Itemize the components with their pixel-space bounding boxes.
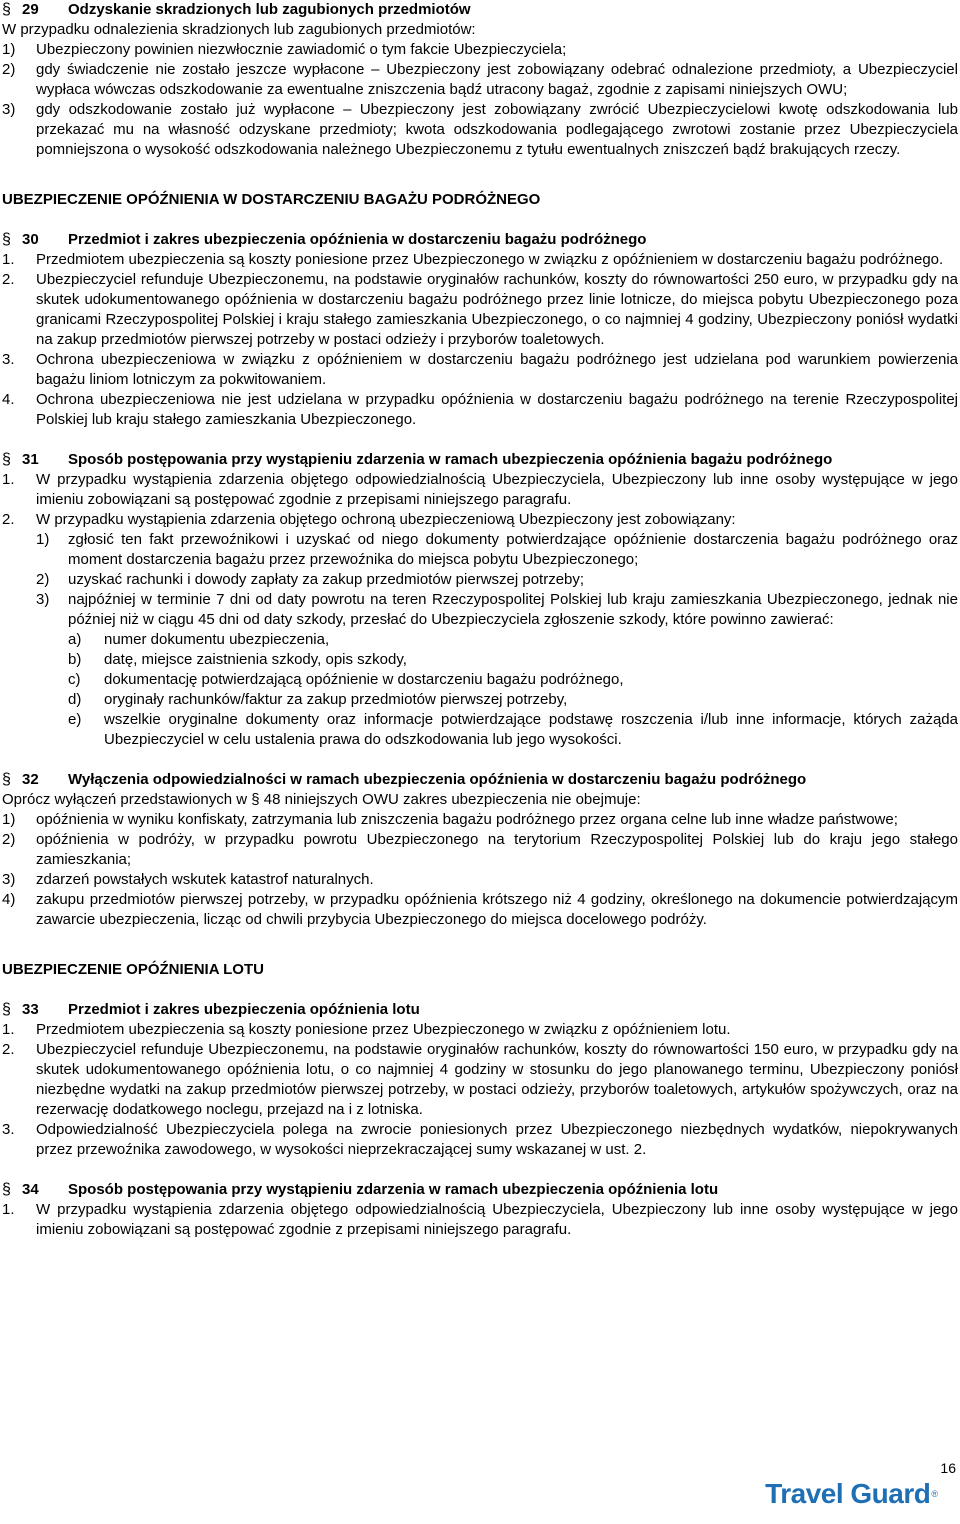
item-text: zgłosić ten fakt przewoźnikowi i uzyskać od niego dokumenty potwierdzające opóźnienie dostarczenia bagażu podróżnego oraz moment dostarczenia bagażu przez przewoźnika do miejsca pobytu Ubezpieczonego; bbox=[68, 531, 958, 568]
item-text: oryginały rachunków/faktur za zakup przedmiotów pierwszej potrzeby, bbox=[104, 691, 568, 708]
item-label: 1. bbox=[2, 1201, 15, 1218]
item-label: 3. bbox=[2, 351, 15, 368]
section-symbol: § bbox=[2, 1, 11, 18]
item-text: Przedmiotem ubezpieczenia są koszty poniesione przez Ubezpieczonego w związku z opóźnieniem lotu. bbox=[36, 1021, 731, 1038]
item-label: 1) bbox=[2, 41, 16, 58]
item-text: W przypadku wystąpienia zdarzenia objętego ochroną ubezpieczeniową Ubezpieczony jest zobowiązany: bbox=[36, 511, 736, 528]
item-text: gdy świadczenie nie zostało jeszcze wypłacone – Ubezpieczony jest zobowiązany odebrać odnalezione przedmioty, a Ubezpieczyciel wypłaca wówczas odszkodowanie za ewentualne zniszczenia bądź utracony bagaż, zgodnie z zapisami niniejszych OWU; bbox=[36, 61, 958, 98]
list-item bbox=[2, 270, 958, 350]
sub-sub-list-item bbox=[68, 650, 958, 670]
list-item bbox=[2, 40, 958, 60]
item-label: 1) bbox=[2, 811, 16, 828]
list-item bbox=[2, 830, 958, 870]
section-number: 32 bbox=[22, 771, 39, 788]
item-text: opóźnienia w podróży, w przypadku powrotu Ubezpieczonego na terytorium Rzeczypospolitej Polskiej lub do kraju jego stałego zamieszkania; bbox=[36, 831, 958, 868]
sub-sub-list-item bbox=[68, 630, 958, 650]
section-number: 30 bbox=[22, 231, 39, 248]
page-number: 16 bbox=[940, 1460, 956, 1476]
list-item bbox=[2, 1200, 958, 1240]
section-number: 34 bbox=[22, 1181, 39, 1198]
item-text: dokumentację potwierdzającą opóźnienie w dostarczeniu bagażu podróżnego, bbox=[104, 671, 624, 688]
chapter-heading: UBEZPIECZENIE OPÓŹNIENIA LOTU bbox=[2, 961, 264, 978]
item-text: numer dokumentu ubezpieczenia, bbox=[104, 631, 330, 648]
sub-list-item bbox=[36, 530, 958, 570]
item-label: 2. bbox=[2, 511, 15, 528]
section-symbol: § bbox=[2, 771, 11, 788]
sub-sub-list-item bbox=[68, 670, 958, 690]
item-label: 2. bbox=[2, 1041, 15, 1058]
list-item bbox=[2, 510, 958, 530]
list-item bbox=[2, 250, 958, 270]
section-31-header bbox=[2, 450, 958, 470]
item-text: opóźnienia w wyniku konfiskaty, zatrzymania lub zniszczenia bagażu podróżnego przez organa celne lub inne władze państwowe; bbox=[36, 811, 898, 828]
list-item bbox=[2, 810, 958, 830]
section-number: 31 bbox=[22, 451, 39, 468]
item-text: Ochrona ubezpieczeniowa nie jest udzielana w przypadku opóźnienia w dostarczeniu bagażu podróżnego na terenie Rzeczypospolitej Polskiej lub kraju stałego zamieszkania Ubezpieczonego. bbox=[36, 391, 958, 428]
list-item bbox=[2, 1120, 958, 1160]
item-text: zdarzeń powstałych wskutek katastrof naturalnych. bbox=[36, 871, 374, 888]
section-title: Sposób postępowania przy wystąpieniu zdarzenia w ramach ubezpieczenia opóźnienia bagażu podróżnego bbox=[68, 451, 833, 468]
item-text: Ochrona ubezpieczeniowa w związku z opóźnieniem w dostarczeniu bagażu podróżnego jest udzielana pod warunkiem powierzenia bagażu liniom lotniczym za pokwitowaniem. bbox=[36, 351, 958, 388]
item-label: 3. bbox=[2, 1121, 15, 1138]
sub-sub-list-item bbox=[68, 690, 958, 710]
list-item bbox=[2, 1040, 958, 1120]
section-symbol: § bbox=[2, 451, 11, 468]
item-text: datę, miejsce zaistnienia szkody, opis szkody, bbox=[104, 651, 407, 668]
sub-list-item bbox=[36, 570, 958, 590]
travel-guard-logo bbox=[765, 1478, 938, 1509]
section-title: Wyłączenia odpowiedzialności w ramach ubezpieczenia opóźnienia w dostarczeniu bagażu podróżnego bbox=[68, 771, 807, 788]
list-item bbox=[2, 890, 958, 930]
section-title: Przedmiot i zakres ubezpieczenia opóźnienia lotu bbox=[68, 1001, 420, 1018]
item-text: W przypadku wystąpienia zdarzenia objętego odpowiedzialnością Ubezpieczyciela, Ubezpieczony lub inne osoby występujące w jego imieniu zobowiązani są postępować zgodnie z przepisami niniejszego paragrafu. bbox=[36, 1201, 958, 1238]
list-item bbox=[2, 1020, 958, 1040]
list-item bbox=[2, 470, 958, 510]
chapter-heading: UBEZPIECZENIE OPÓŹNIENIA W DOSTARCZENIU BAGAŻU PODRÓŻNEGO bbox=[2, 191, 541, 208]
item-text: W przypadku wystąpienia zdarzenia objętego odpowiedzialnością Ubezpieczyciela, Ubezpieczony lub inne osoby występujące w jego imieniu zobowiązani są postępować zgodnie z przepisami niniejszego paragrafu. bbox=[36, 471, 958, 508]
item-text: gdy odszkodowanie zostało już wypłacone – Ubezpieczony jest zobowiązany zwrócić Ubezpieczycielowi kwotę odszkodowania lub przekazać mu na własność odzyskane przedmioty; kwota odszkodowania podlegającego zwrotowi zostanie przez Ubezpieczyciela pomniejszona o wysokość odszkodowania należnego Ubezpieczonemu z tytułu ewentualnych zniszczeń bądź brakujących rzeczy. bbox=[36, 101, 958, 158]
item-label: c) bbox=[68, 671, 81, 688]
section-symbol: § bbox=[2, 1001, 11, 1018]
item-text: Przedmiotem ubezpieczenia są koszty poniesione przez Ubezpieczonego w związku z opóźnieniem w dostarczeniu bagażu podróżnego. bbox=[36, 251, 944, 268]
document-page bbox=[2, 0, 958, 1240]
list-item bbox=[2, 350, 958, 390]
item-label: 1. bbox=[2, 1021, 15, 1038]
section-symbol: § bbox=[2, 231, 11, 248]
section-title: Przedmiot i zakres ubezpieczenia opóźnienia w dostarczeniu bagażu podróżnego bbox=[68, 231, 647, 248]
logo-text: Travel Guard bbox=[765, 1478, 931, 1509]
item-label: 1. bbox=[2, 251, 15, 268]
section-34-header bbox=[2, 1180, 958, 1200]
item-label: b) bbox=[68, 651, 82, 668]
item-label: 2) bbox=[2, 831, 16, 848]
list-item bbox=[2, 390, 958, 430]
item-label: 3) bbox=[36, 591, 50, 608]
registered-mark: ® bbox=[931, 1489, 938, 1499]
item-label: 3) bbox=[2, 871, 16, 888]
item-label: e) bbox=[68, 711, 82, 728]
section-30-header bbox=[2, 230, 958, 250]
section-29-header bbox=[2, 0, 958, 20]
sub-list-item bbox=[36, 590, 958, 630]
paragraph: Oprócz wyłączeń przedstawionych w § 48 niniejszych OWU zakres ubezpieczenia nie obejmuje: bbox=[2, 791, 641, 808]
list-item bbox=[2, 100, 958, 160]
section-title: Odzyskanie skradzionych lub zagubionych przedmiotów bbox=[68, 1, 471, 18]
section-symbol: § bbox=[2, 1181, 11, 1198]
item-text: zakupu przedmiotów pierwszej potrzeby, w przypadku opóźnienia krótszego niż 4 godziny, określonego na dokumencie potwierdzającym zawarcie ubezpieczenia, licząc od chwili przybycia Ubezpieczonego do miejsca docelowego podróży. bbox=[36, 891, 958, 928]
paragraph: W przypadku odnalezienia skradzionych lub zagubionych przedmiotów: bbox=[2, 21, 476, 38]
list-item bbox=[2, 60, 958, 100]
item-label: 4. bbox=[2, 391, 15, 408]
section-32-header bbox=[2, 770, 958, 790]
item-text: wszelkie oryginalne dokumenty oraz informacje potwierdzające podstawę roszczenia i/lub inne informacje, których zażąda Ubezpieczyciel w celu ustalenia prawa do odszkodowania lub jego wysokości. bbox=[104, 711, 958, 748]
section-33-header bbox=[2, 1000, 958, 1020]
item-label: 2) bbox=[2, 61, 16, 78]
section-number: 29 bbox=[22, 1, 39, 18]
item-text: Ubezpieczyciel refunduje Ubezpieczonemu, na podstawie oryginałów rachunków, koszty do równowartości 250 euro, w przypadku gdy na skutek udokumentowanego opóźnienia w dostarczeniu bagażu podróżnego przez linie lotnicze, do miejsca pobytu Ubezpieczonego poza granicami Rzeczypospolitej Polskiej i kraju stałego zamieszkania Ubezpieczonego, o co najmniej 4 godziny, Ubezpieczony poniósł wydatki na zakup przedmiotów pierwszej potrzeby w postaci odzieży i przyborów toaletowych. bbox=[36, 271, 958, 348]
section-title: Sposób postępowania przy wystąpieniu zdarzenia w ramach ubezpieczenia opóźnienia lotu bbox=[68, 1181, 719, 1198]
item-label: d) bbox=[68, 691, 82, 708]
item-label: 2. bbox=[2, 271, 15, 288]
item-text: uzyskać rachunki i dowody zapłaty za zakup przedmiotów pierwszej potrzeby; bbox=[68, 571, 585, 588]
item-label: 1) bbox=[36, 531, 50, 548]
item-label: 2) bbox=[36, 571, 50, 588]
item-label: 3) bbox=[2, 101, 16, 118]
item-text: Ubezpieczony powinien niezwłocznie zawiadomić o tym fakcie Ubezpieczyciela; bbox=[36, 41, 567, 58]
item-text: najpóźniej w terminie 7 dni od daty powrotu na teren Rzeczypospolitej Polskiej lub kraju zamieszkania Ubezpieczonego, jednak nie później niż w ciągu 45 dni od daty szkody, przesłać do Ubezpieczyciela zgłoszenie szkody, które powinno zawierać: bbox=[68, 591, 958, 628]
list-item bbox=[2, 870, 958, 890]
item-label: 4) bbox=[2, 891, 16, 908]
item-text: Odpowiedzialność Ubezpieczyciela polega na zwrocie poniesionych przez Ubezpieczonego niezbędnych wydatków, niepokrywanych przez przewoźnika zawodowego, w wysokości nieprzekraczającej sumy wskazanej w ust. 2. bbox=[36, 1121, 958, 1158]
item-label: 1. bbox=[2, 471, 15, 488]
sub-sub-list-item bbox=[68, 710, 958, 750]
section-number: 33 bbox=[22, 1001, 39, 1018]
item-label: a) bbox=[68, 631, 82, 648]
item-text: Ubezpieczyciel refunduje Ubezpieczonemu, na podstawie oryginałów rachunków, koszty do równowartości 150 euro, w przypadku gdy na skutek udokumentowanego opóźnienia lotu, o co najmniej 4 godziny w stosunku do jego planowanego terminu, Ubezpieczony poniósł niezbędne wydatki na zakup przedmiotów pierwszej potrzeby, w postaci odzieży, przyborów toaletowych, artykułów spożywczych, oraz na rezerwację dodatkowego noclegu, przejazd na i z lotniska. bbox=[36, 1041, 958, 1118]
